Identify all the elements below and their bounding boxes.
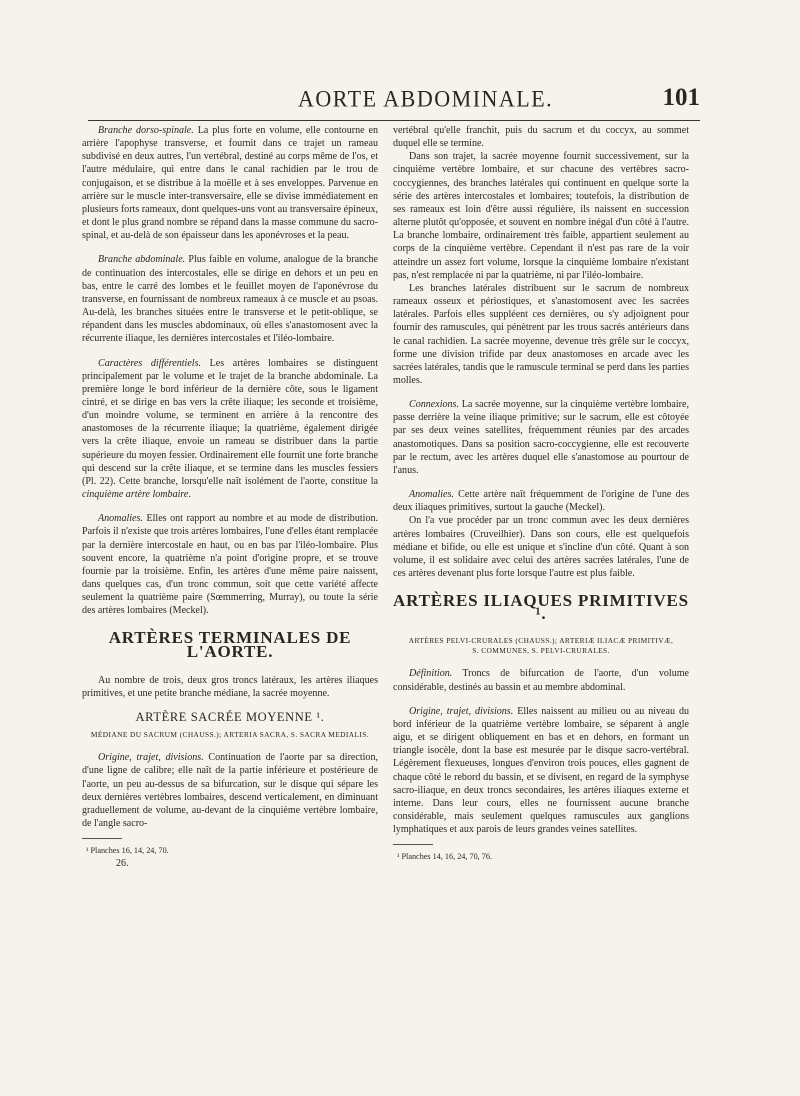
subsection-title-sacree: ARTÈRE SACRÉE MOYENNE ¹. [135,710,325,725]
paragraph-text: Les artères lombaires se distinguent principalement par le volume et le trajet de la branche abdominale. La première longe le bord inférieur de la dernière côte, sous le ligament cintré, et se dirige en bas vers la crête iliaque; les seconde et troisième, d'un moindre volume, se terminent en arrière à la rencontre des anastomoses de la récurrente iliaque; la quatrième, également dirigée vers la crête iliaque, envoie un rameau se distribuer dans la partie supérieure du moyen fessier. Ordinairement elle fournit une forte branche qui descend sur la crête iliaque, et se termine dans les muscles fessiers (Pl. 22). Cette branche, lorsqu'elle naît isolément de l'aorte, constitue la [82,357,379,487]
page-header [88,86,700,121]
paragraph-lead: Définition. [409,668,453,680]
paragraph-variations-sacree: On l'a vue procéder par un tronc commun avec les deux dernières artères lombaires (Cruveilhier). Dans son cours, elle est quelquefois médiane et bifide, ou elle est unique et s'incline d'un côté. Quant à son volume, il est solidaire avec celui des artères sacrées latérales, l'une de ces artères devenant plus forte lorsque l'autre est plus faible. [393,515,689,579]
paragraph-caracteres [82,357,378,502]
paragraph-lead: Origine, trajet, divisions. [409,705,514,717]
paragraph-lead: Caractères différentiels. [98,357,202,369]
footnote-rule [82,838,122,839]
paragraph-abdominale [82,253,378,345]
running-title: AORTE ABDOMINALE. [298,85,554,112]
section-title-iliaques: ARTÈRES ILIAQUES PRIMITIVES ¹. [393,591,689,624]
paragraph-text: Cette artère naît fréquemment de l'origine de l'une des deux iliaques primitives, surtout la gauche (Meckel). [393,489,689,514]
paragraph-branches-laterales: Les branches latérales distribuent sur le sacrum de nombreux rameaux osseux et périostiques, et s'anastomosent avec les sacrées latérales. Parfois elles suppléent ces dernières, ou s'y adjoignent pour fournir des ramuscules, qui pénètrent par les trous sacrés antérieurs dans le canal rachidien. La sacrée moyenne, devenue très grêle sur le coccyx, forme une division trifide par deux anastomoses en arcade avec les sacrées latérales, tandis que le ramuscule terminal se perd dans les parties molles. [393,282,689,386]
paragraph-lead: Origine, trajet, divisions. [98,752,204,764]
paragraph-end: . [188,489,191,501]
synonyms-sacree: MÉDIANE DU SACRUM (CHAUSS.); ARTERIA SACRA, S. SACRA MEDIALIS. [90,730,370,740]
signature-mark: 26. [116,858,129,870]
footnote-right: ¹ Planches 14, 16, 24, 70, 76. [397,852,493,862]
right-column [393,124,689,864]
paragraph-origine-iliaques [393,705,689,837]
page-number: 101 [662,84,700,111]
paragraph-text: La sacrée moyenne, sur la cinquième vertèbre lombaire, passe derrière la veine iliaque primitive; sur le sacrum, elle est côtoyée par ses deux veines satellites, fréquemment réunies par des arcades anastomotiques. Dans sa position sacro-coccygienne, elle est recouverte par le rectum, avec les artères duquel elle s'anastomose au pourtour de l'anus. [393,399,689,476]
paragraph-lead: Branche dorso-spinale. [98,125,194,136]
paragraph-definition [393,667,689,693]
paragraph-text: Elles naissent au milieu ou au niveau du bord inférieur de la quatrième vertèbre lombaire, se séparent à angle aigu, et se dirigent obliquement en bas et en dehors, en formant un triangle isocèle, dont la base est mesurée par le disque sacro-vertébral. Légèrement flexueuses, longues d'environ trois pouces, elles gagnent de chaque côté le rebord du bassin, et se divisent, en regard de la symphyse sacro-iliaque, en deux troncs secondaires, les artères iliaques externe et interne. Dans leur cours, elles ne fournissent aucune branche considérable, mais seulement quelques ramuscules aux ganglions lymphatiques et aux parois de leurs grandes veines satellites. [393,705,689,836]
synonyms-line: ARTÈRES PELVI-CRURALES (CHAUSS.); ARTERIÆ ILIACÆ PRIMITIVÆ, [408,636,674,646]
paragraph-text: La plus forte en volume, elle contourne en arrière l'apophyse transverse, et fournit dans ce trajet un rameau subdivisé en deux autres, l'un vertébral, destiné au corps même de l'os, et l'autre médulaire, qui entre dans le canal rachidien par le trou de conjugaison, et se distribue à la moëlle et à ses enveloppes. Parvenue en arrière sur le muscle inter-transversaire, elle se divise immédiatement en plusieurs forts rameaux, dont quelques-uns vont au transversaire épineux, et dont le plus grand nombre se répand dans la masse commune du sacro-spinal, et au-delà de son épaisseur dans les aponévroses et la peau. [82,125,378,242]
paragraph-text: Continuation de l'aorte par sa direction, d'une ligne de calibre; elle naît de la partie inférieure et postérieure de l'aorte, un peu au-dessus de sa bifurcation, sur le disque qui sépare les deux dernières vertèbres lombaires, descend verticalement, en diminuant graduellement de volume, au-devant de la cinquième vertèbre lombaire, de l'angle sacro- [82,752,378,830]
paragraph-lead: Anomalies. [409,489,454,501]
section-title-terminales: ARTÈRES TERMINALES DE L'AORTE. [108,628,352,661]
paragraph-anomalies [82,512,378,617]
paragraph-trajet-sacree: Dans son trajet, la sacrée moyenne fournit successivement, sur la cinquième vertèbre lombaire, et sur chacune des vertèbres sacro-coccygiennes, des branches latérales qui continuent en quelque sorte la série des artères intercostales et lombaires; toutefois, la distribution de ses rameaux est loin d'être aussi régulière, ils naissent en succession alterne plutôt qu'opposée, et souvent en nombre inégal d'un côté à l'autre. La branche lombaire, ordinairement très faible, appartient seulement au corps de la cinquième vertèbre. Cependant il n'est pas rare de la voir atteindre un assez fort volume, lorsque la cinquième lombaire n'existant pas, n'est remplacée ni par la quatrième, ni par l'iléo-lombaire. [393,151,689,281]
paragraph-continuation: vertébral qu'elle franchit, puis du sacrum et du coccyx, au sommet duquel elle se termine. [393,125,689,150]
paragraph-intro-terminales: Au nombre de trois, deux gros troncs latéraux, les artères iliaques primitives, et une petite branche médiane, la sacrée moyenne. [82,674,378,699]
paragraph-lead: Branche abdominale. [98,254,186,266]
paragraph-lead: Connexions. [409,399,459,411]
footnote-left: ¹ Planches 16, 14, 24, 70. [86,846,169,856]
paragraph-lead: Anomalies. [98,513,143,525]
left-column [82,124,378,871]
paragraph-anomalies-sacree [393,488,689,514]
synonyms-iliaques [393,636,689,656]
paragraph-connexions [393,398,689,477]
paragraph-dorso-spinale [82,124,378,242]
paragraph-text: Troncs de bifurcation de l'aorte, d'un volume considérable, destinés au bassin et au membre abdominal. [393,668,689,693]
paragraph-text: Plus faible en volume, analogue de la branche de continuation des intercostales, elle se dirige en dehors et un peu en bas, entre le carré des lombes et le feuillet moyen de l'aponévrose du transverse, en fournissant de nombreux rameaux à ce muscle et au psoas. Au-delà, les branches situées entre le transverse et le petit-oblique, se répandent dans les muscles abdominaux, où elles s'anastomosent avec la récurrente iliaque, les dernières intercostales et l'iléo-lombaire. [82,254,378,345]
paragraph-text: Elles ont rapport au nombre et au mode de distribution. Parfois il n'existe que trois artères lombaires, l'une d'elles étant remplacée par la dernière intercostale en haut, ou en bas par l'iléo-lombaire. Plus souvent encore, la quatrième n'a point d'origine propre, et se trouve fournie par la troisième. Enfin, les artères d'une même paire naissent, dans quelques cas, d'un tronc commun, soit que cette variété affecte seulement la quatrième paire (Sœmmerring, Murray), ou toute la série des artères lombaires (Meckel). [82,513,378,617]
paragraph-emphasis: cinquième artère lombaire [82,489,189,501]
synonyms-line: S. COMMUNES, S. PELVI-CRURALES. [472,646,610,656]
footnote-rule [393,844,433,845]
paragraph-origine-sacree [82,751,378,830]
